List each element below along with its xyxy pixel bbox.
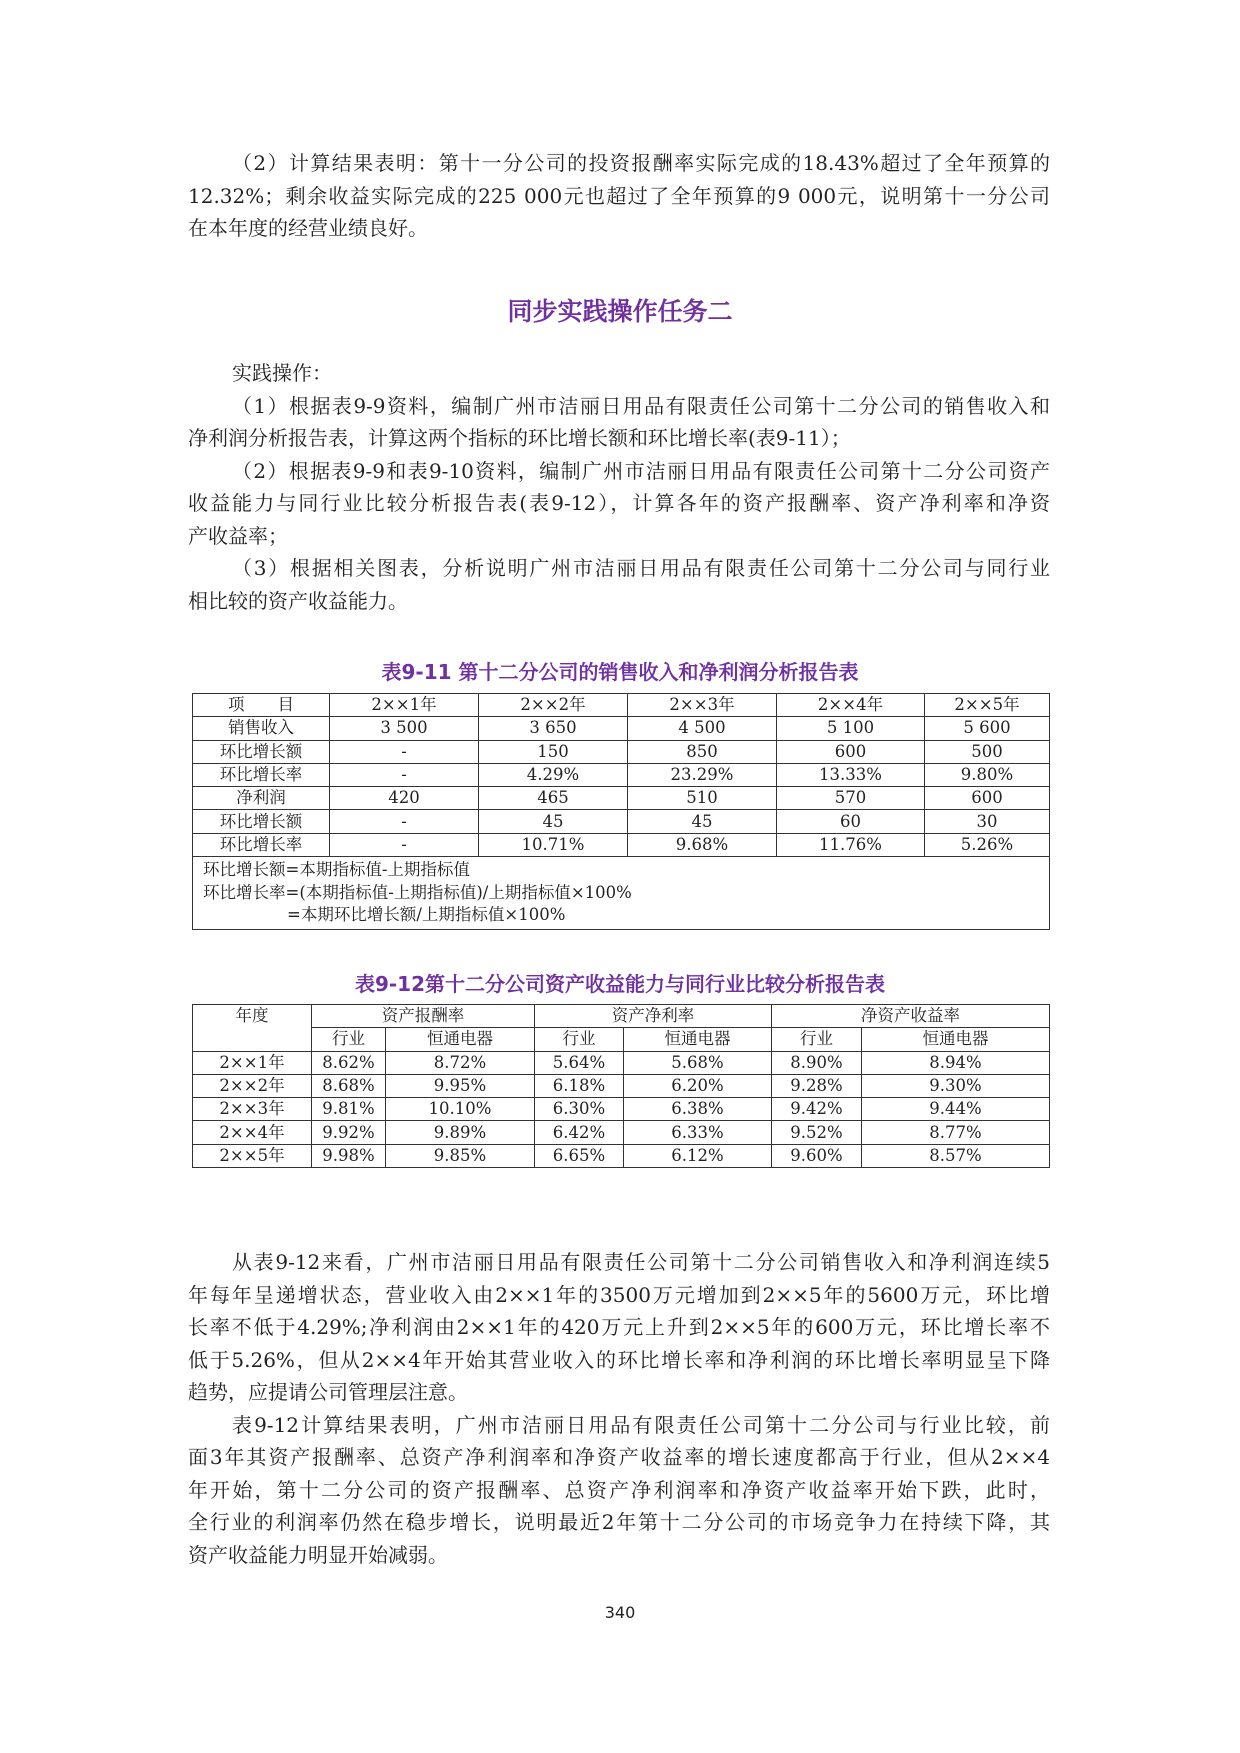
table-row: [193, 740, 1050, 763]
table-row: [193, 763, 1050, 786]
table-cell: 9.30%: [862, 1074, 1050, 1097]
table-cell: 8.72%: [386, 1051, 535, 1074]
table-cell: -: [330, 833, 479, 856]
column-header: 恒通电器: [624, 1028, 772, 1051]
group-header: 资产报酬率: [312, 1005, 535, 1028]
formula-note: 环比增长额=本期指标值-上期指标值: [203, 860, 470, 880]
table-cell: 5 600: [925, 717, 1050, 740]
table-cell: 6.33%: [624, 1121, 772, 1144]
table-row: [193, 810, 1050, 833]
table-cell: 500: [925, 740, 1050, 763]
formula-note: =本期环比增长额/上期指标值×100%: [287, 905, 566, 925]
column-header: 年度: [193, 1005, 312, 1052]
row-label: 净利润: [193, 787, 330, 810]
formula-notes: [193, 857, 1050, 930]
table-cell: 8.57%: [862, 1144, 1050, 1167]
table-row: [193, 1005, 1050, 1028]
analysis-paragraph-line: 趋势，应提请公司管理层注意。: [188, 1380, 468, 1404]
intro-paragraph-line: 12.32%；剩余收益实际完成的225 000元也超过了全年预算的9 000元，说明第十一分公司: [188, 183, 1050, 208]
table-cell: 5.68%: [624, 1051, 772, 1074]
analysis-paragraph-line: 面3年其资产报酬率、总资产净利润率和净资产收益率的增长速度都高于行业，但从2××4: [188, 1445, 1050, 1469]
table-cell: 3 650: [479, 717, 628, 740]
table-cell: 4.29%: [479, 763, 628, 786]
column-header: 2××3年: [628, 694, 777, 717]
table-cell: 9.52%: [772, 1121, 862, 1144]
table-cell: 30: [925, 810, 1050, 833]
table-cell: 60: [777, 810, 925, 833]
row-label: 环比增长额: [193, 810, 330, 833]
column-header: 2××2年: [479, 694, 628, 717]
table-cell: 9.98%: [312, 1144, 386, 1167]
analysis-paragraph-line: 年每年呈递增状态，营业收入由2××1年的3500万元增加到2××5年的5600万元，环比增: [188, 1282, 1050, 1307]
row-label: 2××2年: [193, 1074, 312, 1097]
column-header: 2××1年: [330, 694, 479, 717]
row-label: 2××1年: [193, 1051, 312, 1074]
table-cell: 5.26%: [925, 833, 1050, 856]
table-cell: 9.89%: [386, 1121, 535, 1144]
practice-item-line: 相比较的资产收益能力。: [188, 588, 408, 613]
table-cell: 465: [479, 787, 628, 810]
practice-item-line: （1）根据表9-9资料，编制广州市洁丽日用品有限责任公司第十二分公司的销售收入和: [232, 393, 1050, 418]
row-label: 2××3年: [193, 1098, 312, 1121]
table-row: [193, 1028, 1050, 1051]
table-cell: 9.80%: [925, 763, 1050, 786]
table-cell: 510: [628, 787, 777, 810]
column-header: 行业: [535, 1028, 624, 1051]
table-cell: 11.76%: [777, 833, 925, 856]
table-cell: 600: [777, 740, 925, 763]
table-cell: -: [330, 763, 479, 786]
table-cell: 8.77%: [862, 1121, 1050, 1144]
table-cell: 9.85%: [386, 1144, 535, 1167]
analysis-paragraph-line: 资产收益能力明显开始减弱。: [188, 1542, 448, 1567]
table-cell: 8.90%: [772, 1051, 862, 1074]
table-row: [193, 694, 1050, 717]
table-row: [193, 833, 1050, 856]
column-header: 项 目: [193, 694, 330, 717]
group-header: 资产净利率: [535, 1005, 772, 1028]
table-cell: 8.62%: [312, 1051, 386, 1074]
formula-note: 环比增长率=(本期指标值-上期指标值)/上期指标值×100%: [203, 882, 632, 902]
analysis-paragraph-line: 全行业的利润率仍然在稳步增长，说明最近2年第十二分公司的市场竞争力在持续下降，其: [188, 1510, 1050, 1534]
table-cell: 6.12%: [624, 1144, 772, 1167]
analysis-paragraph-line: 低于5.26%，但从2××4年开始其营业收入的环比增长率和净利润的环比增长率明显呈下降: [188, 1347, 1050, 1372]
table-cell: 8.94%: [862, 1051, 1050, 1074]
table-cell: 420: [330, 787, 479, 810]
intro-paragraph-line: （2）计算结果表明：第十一分公司的投资报酬率实际完成的18.43%超过了全年预算的: [232, 151, 1050, 175]
column-header: 2××5年: [925, 694, 1050, 717]
table-cell: 9.44%: [862, 1098, 1050, 1121]
table-row: [193, 1144, 1050, 1167]
table-cell: -: [330, 740, 479, 763]
table-cell: 6.65%: [535, 1144, 624, 1167]
analysis-paragraph-line: 年开始，第十二分公司的资产报酬率、总资产净利润率和净资产收益率开始下跌，此时，: [188, 1477, 1050, 1502]
practice-item-line: （2）根据表9-9和表9-10资料，编制广州市洁丽日用品有限责任公司第十二分公司资产: [232, 458, 1050, 483]
table-row: [193, 1098, 1050, 1121]
column-header: 行业: [312, 1028, 386, 1051]
row-label: 环比增长率: [193, 833, 330, 856]
table-cell: 6.42%: [535, 1121, 624, 1144]
analysis-paragraph-line: 长率不低于4.29%;净利润由2××1年的420万元上升到2××5年的600万元，环比增长率不: [188, 1315, 1050, 1339]
group-header: 净资产收益率: [772, 1005, 1050, 1028]
practice-item-line: 净利润分析报告表，计算这两个指标的环比增长额和环比增长率(表9-11）；: [188, 426, 851, 450]
row-label: 销售收入: [193, 717, 330, 740]
table-cell: 45: [628, 810, 777, 833]
table-cell: 10.71%: [479, 833, 628, 856]
table-cell: 9.92%: [312, 1121, 386, 1144]
column-header: 行业: [772, 1028, 862, 1051]
analysis-paragraph-line: 表9-12计算结果表明，广州市洁丽日用品有限责任公司第十二分公司与行业比较，前: [232, 1412, 1050, 1437]
table-cell: 9.68%: [628, 833, 777, 856]
table-cell: 850: [628, 740, 777, 763]
column-header: 恒通电器: [386, 1028, 535, 1051]
table-cell: 6.30%: [535, 1098, 624, 1121]
practice-item-line: （3）根据相关图表，分析说明广州市洁丽日用品有限责任公司第十二分公司与同行业: [232, 556, 1050, 580]
column-header: 2××4年: [777, 694, 925, 717]
table-row: [193, 1074, 1050, 1097]
table-cell: 9.60%: [772, 1144, 862, 1167]
section-title: 同步实践操作任务二: [507, 297, 733, 326]
row-label: 环比增长额: [193, 740, 330, 763]
table-cell: 9.28%: [772, 1074, 862, 1097]
practice-label: 实践操作：: [232, 361, 332, 385]
table1-caption: 表9-11 第十二分公司的销售收入和净利润分析报告表: [381, 660, 859, 684]
table-cell: 6.38%: [624, 1098, 772, 1121]
table-row: [193, 787, 1050, 810]
practice-item-line: 收益能力与同行业比较分析报告表(表9-12），计算各年的资产报酬率、资产净利率和净资: [188, 491, 1050, 515]
table-cell: -: [330, 810, 479, 833]
table-cell: 13.33%: [777, 763, 925, 786]
table-cell: 9.95%: [386, 1074, 535, 1097]
table-cell: 8.68%: [312, 1074, 386, 1097]
asset-return-comparison-table: [192, 1004, 1050, 1168]
sales-profit-table: [192, 693, 1050, 930]
table-row: [193, 717, 1050, 740]
table-cell: 9.42%: [772, 1098, 862, 1121]
table-cell: 6.20%: [624, 1074, 772, 1097]
page-number: 340: [604, 1603, 636, 1622]
table-cell: 6.18%: [535, 1074, 624, 1097]
row-label: 2××4年: [193, 1121, 312, 1144]
table-cell: 9.81%: [312, 1098, 386, 1121]
table-row: [193, 857, 1050, 930]
table-cell: 5 100: [777, 717, 925, 740]
table-row: [193, 1121, 1050, 1144]
table-cell: 23.29%: [628, 763, 777, 786]
table2-caption: 表9-12第十二分公司资产收益能力与同行业比较分析报告表: [354, 972, 886, 996]
table-cell: 3 500: [330, 717, 479, 740]
table-cell: 150: [479, 740, 628, 763]
row-label: 2××5年: [193, 1144, 312, 1167]
table-cell: 600: [925, 787, 1050, 810]
table-cell: 570: [777, 787, 925, 810]
practice-item-line: 产收益率；: [188, 523, 288, 548]
table-cell: 10.10%: [386, 1098, 535, 1121]
table-row: [193, 1051, 1050, 1074]
row-label: 环比增长率: [193, 763, 330, 786]
table-cell: 45: [479, 810, 628, 833]
column-header: 恒通电器: [862, 1028, 1050, 1051]
table-cell: 5.64%: [535, 1051, 624, 1074]
intro-paragraph-line: 在本年度的经营业绩良好。: [188, 216, 428, 240]
analysis-paragraph-line: 从表9-12来看，广州市洁丽日用品有限责任公司第十二分公司销售收入和净利润连续5: [232, 1250, 1050, 1274]
table-cell: 4 500: [628, 717, 777, 740]
